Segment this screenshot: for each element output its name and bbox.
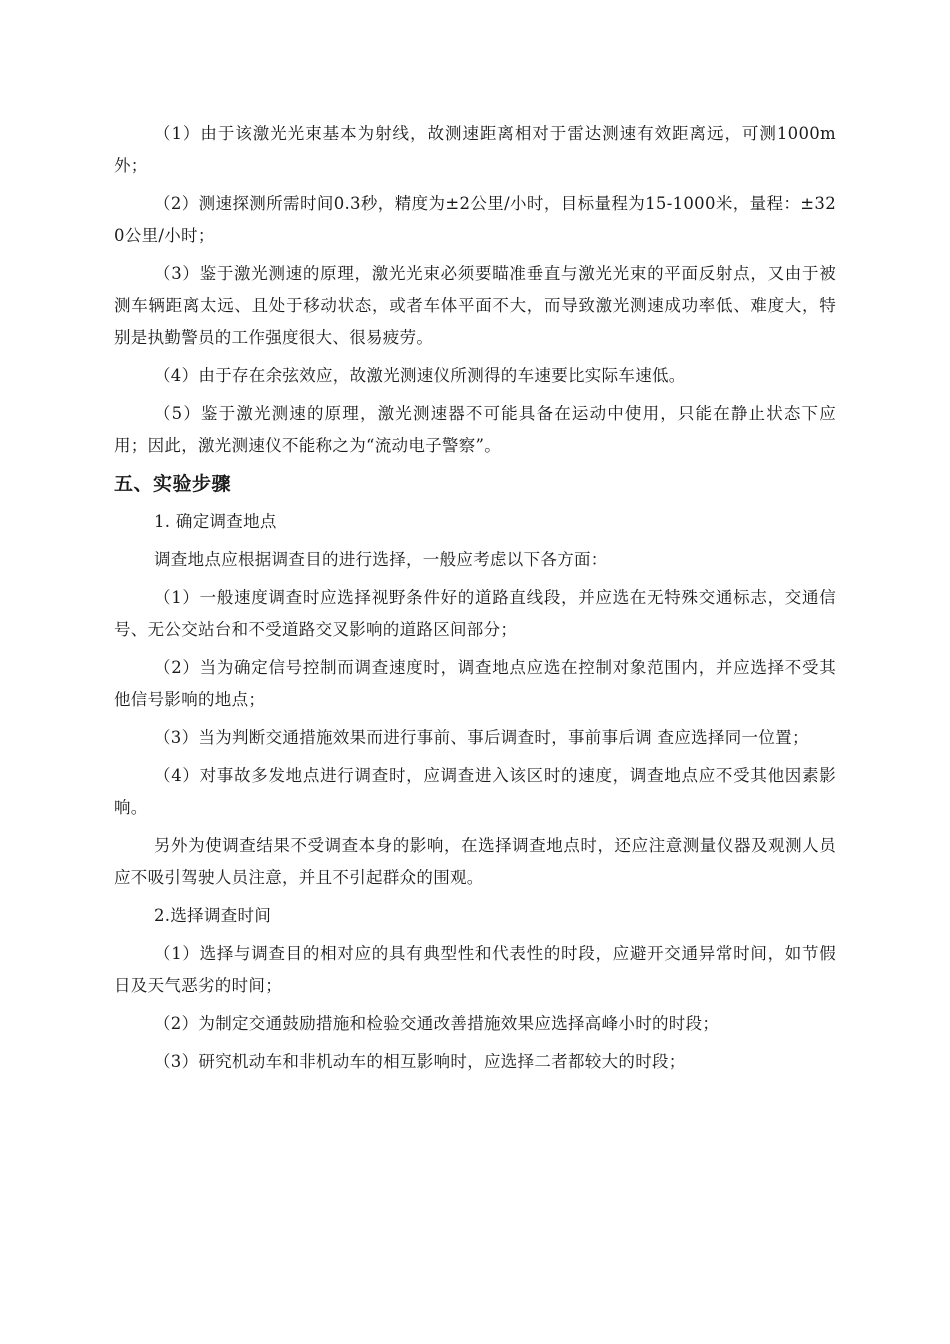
step1-note: 另外为使调查结果不受调查本身的影响，在选择调查地点时，还应注意测量仪器及观测人员应不吸引驾驶人员注意，并且不引起群众的围观。 xyxy=(114,836,836,887)
step2-item: （3）研究机动车和非机动车的相互影响时，应选择二者都较大的时段； xyxy=(154,1052,686,1071)
paragraph-static-use: （5）鉴于激光测速的原理，激光测速器不可能具备在运动中使用，只能在静止状态下应用；因此，激光测速仪不能称之为“流动电子警察”。 xyxy=(114,404,836,455)
step1-item: （3）当为判断交通措施效果而进行事前、事后调查时，事前事后调 查应选择同一位置； xyxy=(154,728,809,747)
step2-title: 2.选择调查时间 xyxy=(154,906,272,925)
step1-item: （4）对事故多发地点进行调查时，应调查进入该区时的速度，调查地点应不受其他因素影响。 xyxy=(114,766,836,817)
step1-item: （1）一般速度调查时应选择视野条件好的道路直线段，并应选在无特殊交通标志，交通信号、无公交站台和不受道路交叉影响的道路区间部分； xyxy=(114,588,836,639)
paragraph-laser-range: （1）由于该激光光束基本为射线，故测速距离相对于雷达测速有效距离远，可测1000m外； xyxy=(114,124,836,175)
step1-title: 1. 确定调查地点 xyxy=(154,512,277,531)
step2-item: （2）为制定交通鼓励措施和检验交通改善措施效果应选择高峰小时的时段； xyxy=(154,1014,720,1033)
step2-item: （1）选择与调查目的相对应的具有典型性和代表性的时段，应避开交通异常时间，如节假日及天气恶劣的时间； xyxy=(114,944,836,995)
paragraph-cosine-effect: （4）由于存在余弦效应，故激光测速仪所测得的车速要比实际车速低。 xyxy=(154,366,686,385)
paragraph-laser-aiming: （3）鉴于激光测速的原理，激光光束必须要瞄准垂直与激光光束的平面反射点，又由于被测车辆距离太远、且处于移动状态，或者车体平面不大，而导致激光测速成功率低、难度大，特别是执勤警员的工作强度很大、很易疲劳。 xyxy=(114,264,836,347)
document-page xyxy=(114,118,836,1084)
step1-item: （2）当为确定信号控制而调查速度时，调查地点应选在控制对象范围内，并应选择不受其他信号影响的地点； xyxy=(114,658,836,709)
section-heading: 五、实验步骤 xyxy=(114,473,232,495)
step1-intro: 调查地点应根据调查目的进行选择，一般应考虑以下各方面： xyxy=(154,550,608,569)
paragraph-laser-precision: （2）测速探测所需时间0.3秒，精度为±2公里/小时，目标量程为15-1000米，量程：±320公里/小时； xyxy=(114,194,836,245)
